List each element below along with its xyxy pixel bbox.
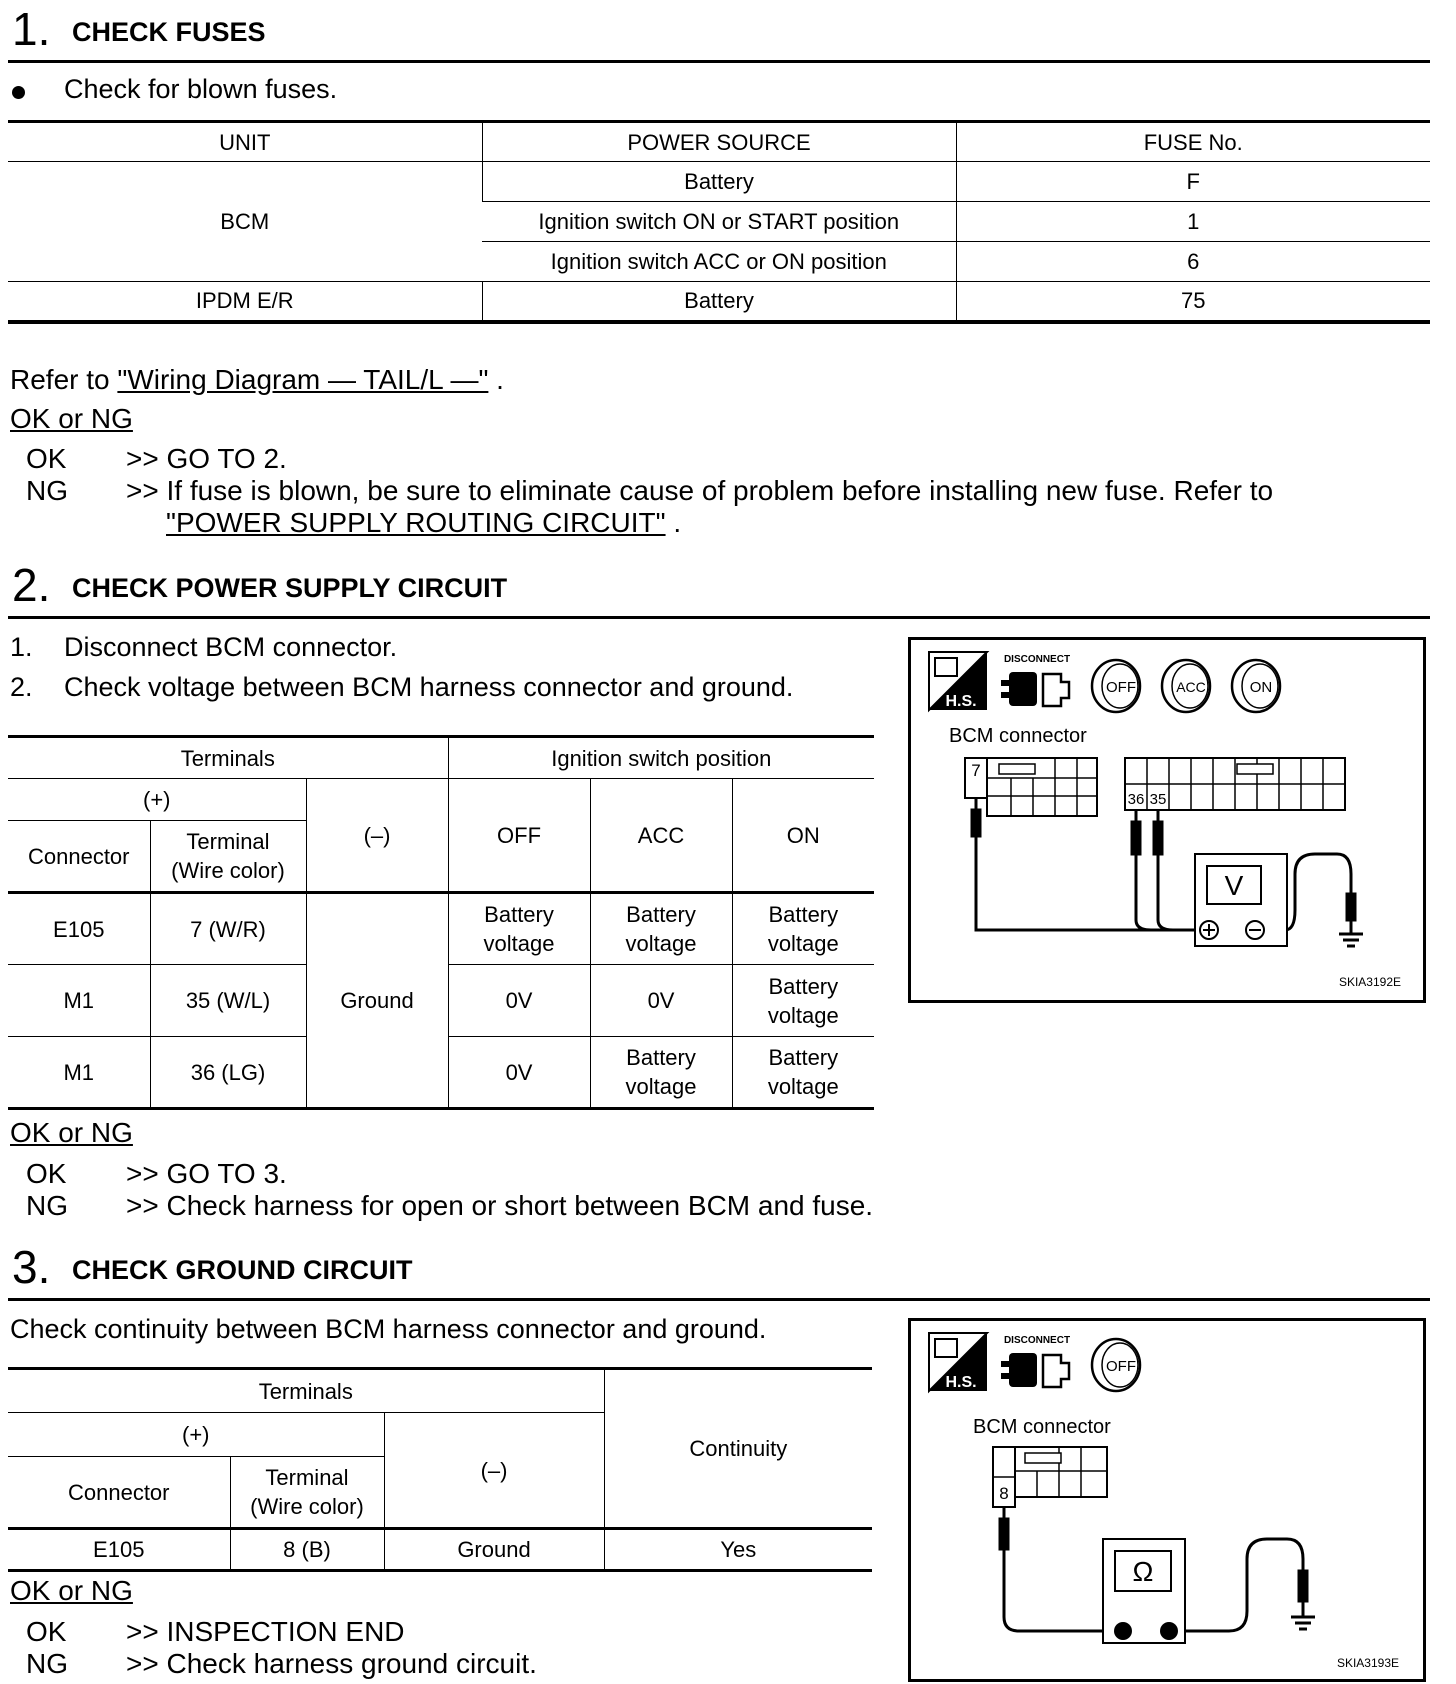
ok-value: >> GO TO 2. bbox=[126, 443, 287, 474]
refer-suffix: . bbox=[496, 364, 504, 395]
wiring-diagram-link[interactable]: "Wiring Diagram — TAIL/L —" bbox=[117, 364, 489, 395]
refer-prefix: Refer to bbox=[10, 364, 110, 395]
cell-fuse: 1 bbox=[956, 202, 1430, 242]
ok-key: OK bbox=[26, 1616, 67, 1647]
step-1-heading bbox=[8, 0, 1430, 63]
procedure-step bbox=[10, 632, 398, 663]
step-title: CHECK GROUND CIRCUIT bbox=[72, 1255, 413, 1285]
header-off: OFF bbox=[448, 779, 590, 893]
bcm-connector-left bbox=[965, 758, 1097, 816]
procedure-step-text: Disconnect BCM connector. bbox=[64, 632, 398, 662]
key-off-icon bbox=[1092, 1339, 1140, 1391]
ok-or-ng-label: OK or NG bbox=[10, 403, 133, 434]
step-title: CHECK FUSES bbox=[72, 17, 266, 47]
cell-connector: M1 bbox=[8, 965, 150, 1037]
ng-row bbox=[10, 1648, 890, 1682]
cell-connector: M1 bbox=[8, 1037, 150, 1109]
header-ignition-position: Ignition switch position bbox=[448, 737, 874, 779]
procedure-step-number: 2. bbox=[10, 672, 33, 702]
header-minus: (–) bbox=[384, 1413, 604, 1529]
header-power-source: POWER SOURCE bbox=[482, 122, 956, 162]
cell-terminal: 36 (LG) bbox=[150, 1037, 306, 1109]
disconnect-icon bbox=[1001, 1335, 1070, 1387]
step-number: 2. bbox=[12, 559, 51, 611]
continuity-table bbox=[8, 1367, 872, 1572]
hs-label: H.S. bbox=[945, 693, 977, 710]
voltmeter bbox=[1195, 854, 1287, 946]
ng-row bbox=[10, 1190, 1010, 1224]
cell-unit-ipdm: IPDM E/R bbox=[8, 282, 482, 322]
header-terminal-line2: (Wire color) bbox=[171, 858, 285, 883]
bcm-connector-label: BCM connector bbox=[973, 1416, 1111, 1438]
harness-side-icon bbox=[929, 652, 987, 710]
key-label: OFF bbox=[1106, 1358, 1136, 1375]
step-2-heading bbox=[8, 556, 1430, 619]
ok-row bbox=[10, 1616, 890, 1650]
ok-or-ng-label: OK or NG bbox=[10, 1575, 133, 1606]
disconnect-label: DISCONNECT bbox=[1003, 1335, 1071, 1346]
refer-line bbox=[10, 364, 504, 396]
key-label: ON bbox=[1249, 679, 1273, 696]
step-number: 1. bbox=[12, 3, 51, 55]
cell-fuse: F bbox=[956, 162, 1430, 202]
ng-value: >> Check harness ground circuit. bbox=[126, 1648, 537, 1679]
header-unit: UNIT bbox=[8, 122, 482, 162]
header-terminal-line1: Terminal bbox=[265, 1465, 349, 1490]
key-on-icon bbox=[1232, 660, 1280, 712]
ng-link-suffix: . bbox=[673, 507, 682, 538]
procedure-step-number: 1. bbox=[10, 632, 33, 662]
cell-acc: Battery voltage bbox=[590, 893, 732, 965]
power-supply-routing-link[interactable]: "POWER SUPPLY ROUTING CIRCUIT" bbox=[166, 507, 666, 538]
cell-connector: E105 bbox=[8, 893, 150, 965]
meter-symbol: V bbox=[1224, 870, 1244, 901]
pin-label: 36 bbox=[1127, 791, 1145, 808]
header-fuse-no: FUSE No. bbox=[956, 122, 1430, 162]
header-continuity: Continuity bbox=[604, 1369, 872, 1529]
ng-key: NG bbox=[26, 1648, 68, 1679]
ok-value: >> GO TO 3. bbox=[126, 1158, 287, 1189]
bullet-text: Check for blown fuses. bbox=[64, 74, 338, 104]
header-minus: (–) bbox=[306, 779, 448, 893]
ng-key: NG bbox=[26, 475, 68, 506]
voltage-check-figure bbox=[908, 637, 1426, 1003]
step-3-heading bbox=[8, 1236, 1430, 1301]
cell-unit-bcm: BCM bbox=[8, 162, 482, 282]
cell-off: 0V bbox=[448, 965, 590, 1037]
ng-key: NG bbox=[26, 1190, 68, 1221]
ok-row bbox=[10, 443, 1430, 477]
cell-on: Battery voltage bbox=[732, 1037, 874, 1109]
cell-ground: Ground bbox=[384, 1529, 604, 1571]
meter-symbol: Ω bbox=[1132, 1556, 1154, 1587]
cell-terminal: 35 (W/L) bbox=[150, 965, 306, 1037]
disconnect-label: DISCONNECT bbox=[1003, 654, 1071, 665]
ng-link-line bbox=[166, 507, 681, 539]
step-title: CHECK POWER SUPPLY CIRCUIT bbox=[72, 573, 508, 603]
bcm-connector-label: BCM connector bbox=[949, 725, 1087, 747]
ok-row bbox=[10, 1158, 1010, 1192]
pin-label: 35 bbox=[1149, 791, 1167, 808]
header-plus: (+) bbox=[8, 1413, 384, 1457]
instruction-text: Check continuity between BCM harness connector and ground. bbox=[10, 1314, 767, 1344]
hs-label: H.S. bbox=[945, 1374, 977, 1391]
fuse-table bbox=[8, 120, 1430, 324]
bcm-connector bbox=[993, 1447, 1107, 1507]
cell-power-source: Ignition switch ON or START position bbox=[482, 202, 956, 242]
key-acc-icon bbox=[1162, 660, 1210, 712]
ng-row bbox=[10, 475, 1430, 509]
header-plus: (+) bbox=[8, 779, 306, 821]
cell-fuse: 75 bbox=[956, 282, 1430, 322]
pin-label: 7 bbox=[971, 761, 981, 780]
harness-side-icon bbox=[929, 1333, 987, 1391]
ng-value: >> Check harness for open or short between BCM and fuse. bbox=[126, 1190, 874, 1221]
header-on: ON bbox=[732, 779, 874, 893]
header-terminal bbox=[150, 821, 306, 893]
cell-power-source: Battery bbox=[482, 282, 956, 322]
pin-label: 8 bbox=[999, 1484, 1009, 1503]
cell-power-source: Ignition switch ACC or ON position bbox=[482, 242, 956, 282]
figure-code: SKIA3192E bbox=[1338, 975, 1401, 989]
header-terminal-line2: (Wire color) bbox=[250, 1494, 364, 1519]
continuity-check-figure bbox=[908, 1318, 1426, 1682]
ng-value: >> If fuse is blown, be sure to eliminate cause of problem before installing new fuse. Refer to bbox=[126, 475, 1274, 506]
cell-off: 0V bbox=[448, 1037, 590, 1109]
header-connector: Connector bbox=[8, 1457, 230, 1529]
ok-or-ng-label: OK or NG bbox=[10, 1117, 133, 1148]
bcm-connector-right bbox=[1125, 758, 1345, 810]
cell-continuity: Yes bbox=[604, 1529, 872, 1571]
cell-on: Battery voltage bbox=[732, 965, 874, 1037]
procedure-step bbox=[10, 672, 794, 703]
header-terminal-line1: Terminal bbox=[186, 829, 270, 854]
key-label: OFF bbox=[1106, 679, 1136, 696]
ok-value: >> INSPECTION END bbox=[126, 1616, 405, 1647]
header-acc: ACC bbox=[590, 779, 732, 893]
ohmmeter bbox=[1103, 1539, 1185, 1643]
ok-key: OK bbox=[26, 1158, 67, 1189]
cell-power-source: Battery bbox=[482, 162, 956, 202]
cell-connector: E105 bbox=[8, 1529, 230, 1571]
figure-code: SKIA3193E bbox=[1336, 1656, 1399, 1670]
voltage-table bbox=[8, 735, 874, 1110]
probe-wires bbox=[972, 798, 1363, 946]
cell-terminal: 8 (B) bbox=[230, 1529, 384, 1571]
bullet-dot-icon bbox=[12, 86, 25, 99]
step-number: 3. bbox=[12, 1241, 51, 1293]
ok-key: OK bbox=[26, 443, 67, 474]
voltage-check-diagram bbox=[911, 640, 1423, 1000]
disconnect-icon bbox=[1001, 654, 1070, 706]
cell-terminal: 7 (W/R) bbox=[150, 893, 306, 965]
header-terminals: Terminals bbox=[8, 1369, 604, 1413]
cell-acc: Battery voltage bbox=[590, 1037, 732, 1109]
header-terminal bbox=[230, 1457, 384, 1529]
cell-fuse: 6 bbox=[956, 242, 1430, 282]
continuity-check-diagram bbox=[911, 1321, 1423, 1679]
cell-off: Battery voltage bbox=[448, 893, 590, 965]
key-label: ACC bbox=[1176, 679, 1206, 695]
key-off-icon bbox=[1092, 660, 1140, 712]
cell-acc: 0V bbox=[590, 965, 732, 1037]
header-terminals: Terminals bbox=[8, 737, 448, 779]
procedure-step-text: Check voltage between BCM harness connector and ground. bbox=[64, 672, 794, 702]
header-connector: Connector bbox=[8, 821, 150, 893]
cell-on: Battery voltage bbox=[732, 893, 874, 965]
cell-ground: Ground bbox=[306, 893, 448, 1109]
